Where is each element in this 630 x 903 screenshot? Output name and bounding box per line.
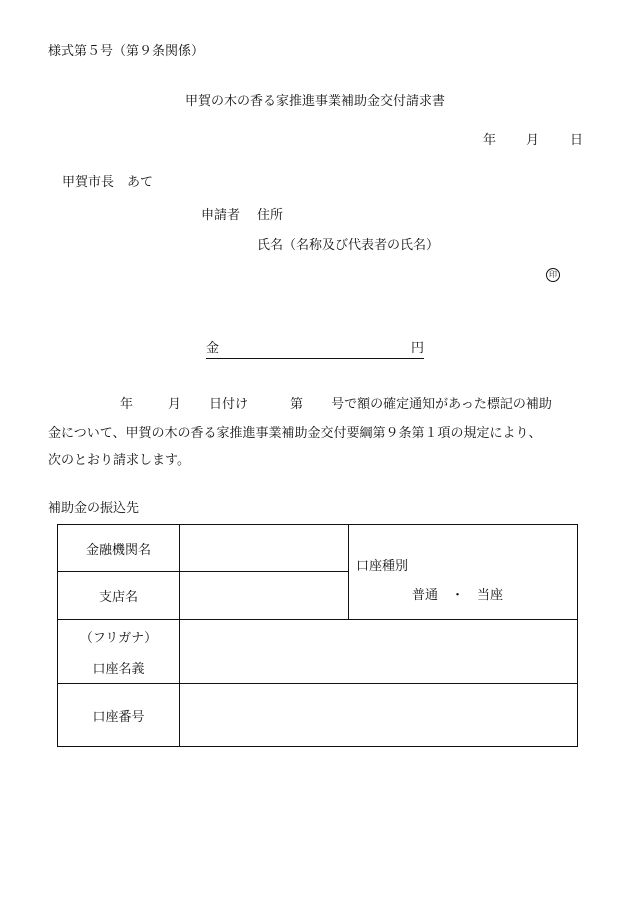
applicant-name-label: 氏名（名称及び代表者の氏名）: [257, 238, 440, 253]
account-type-label: 口座種別: [356, 559, 409, 574]
applicant-label: 申請者: [201, 208, 241, 223]
amount-prefix: 金: [206, 341, 220, 356]
body-line-3: 次のとおり請求します。: [48, 453, 190, 468]
page-title: 甲賀の木の香る家推進事業補助金交付請求書: [184, 94, 445, 109]
applicant-address-label: 住所: [257, 208, 284, 223]
body-dated: 日付け: [209, 397, 249, 412]
institution-label-cell: [58, 525, 180, 572]
number-label: 口座番号: [92, 709, 145, 725]
bank-row-institution: [58, 525, 578, 572]
addressee: 甲賀市長 あて: [62, 175, 154, 190]
account-type-options[interactable]: 普通 ・ 当座: [412, 588, 504, 603]
form-number: 様式第５号（第９条関係）: [48, 44, 205, 59]
account-type-cell: [349, 525, 578, 620]
branch-label-cell: [58, 572, 180, 620]
branch-label: 支店名: [98, 590, 138, 605]
bank-table: [57, 524, 578, 747]
number-input[interactable]: [180, 684, 578, 747]
bank-row-holder: [58, 620, 578, 684]
number-label-cell: [58, 684, 180, 747]
date-day-label: 日: [570, 133, 584, 148]
body-line-2: 金について、甲賀の木の香る家推進事業補助金交付要綱第９条第１項の規定により、: [48, 426, 542, 441]
body-line-1: [120, 398, 552, 411]
applicant-seal: [546, 267, 560, 282]
body-dai: 第: [290, 397, 304, 412]
institution-label: 金融機関名: [85, 542, 151, 558]
body-line1-rest: 号で額の確定通知があった標記の補助: [331, 397, 552, 412]
date-year-label: 年: [483, 133, 497, 148]
holder-label-cell: [58, 620, 180, 684]
date-line: [0, 134, 630, 148]
institution-input[interactable]: [180, 525, 349, 572]
amount-line: [206, 340, 424, 359]
holder-label: 口座名義: [92, 661, 145, 677]
furigana-label: （フリガナ）: [79, 630, 158, 646]
bank-row-number: [58, 684, 578, 747]
body-year: 年: [120, 397, 134, 412]
branch-input[interactable]: [180, 572, 349, 620]
bank-heading: 補助金の振込先: [48, 501, 140, 516]
seal-mark: 印: [546, 268, 560, 282]
date-month-label: 月: [526, 133, 540, 148]
body-month: 月: [168, 397, 182, 412]
amount-suffix: 円: [410, 341, 424, 356]
holder-input[interactable]: [180, 620, 578, 684]
